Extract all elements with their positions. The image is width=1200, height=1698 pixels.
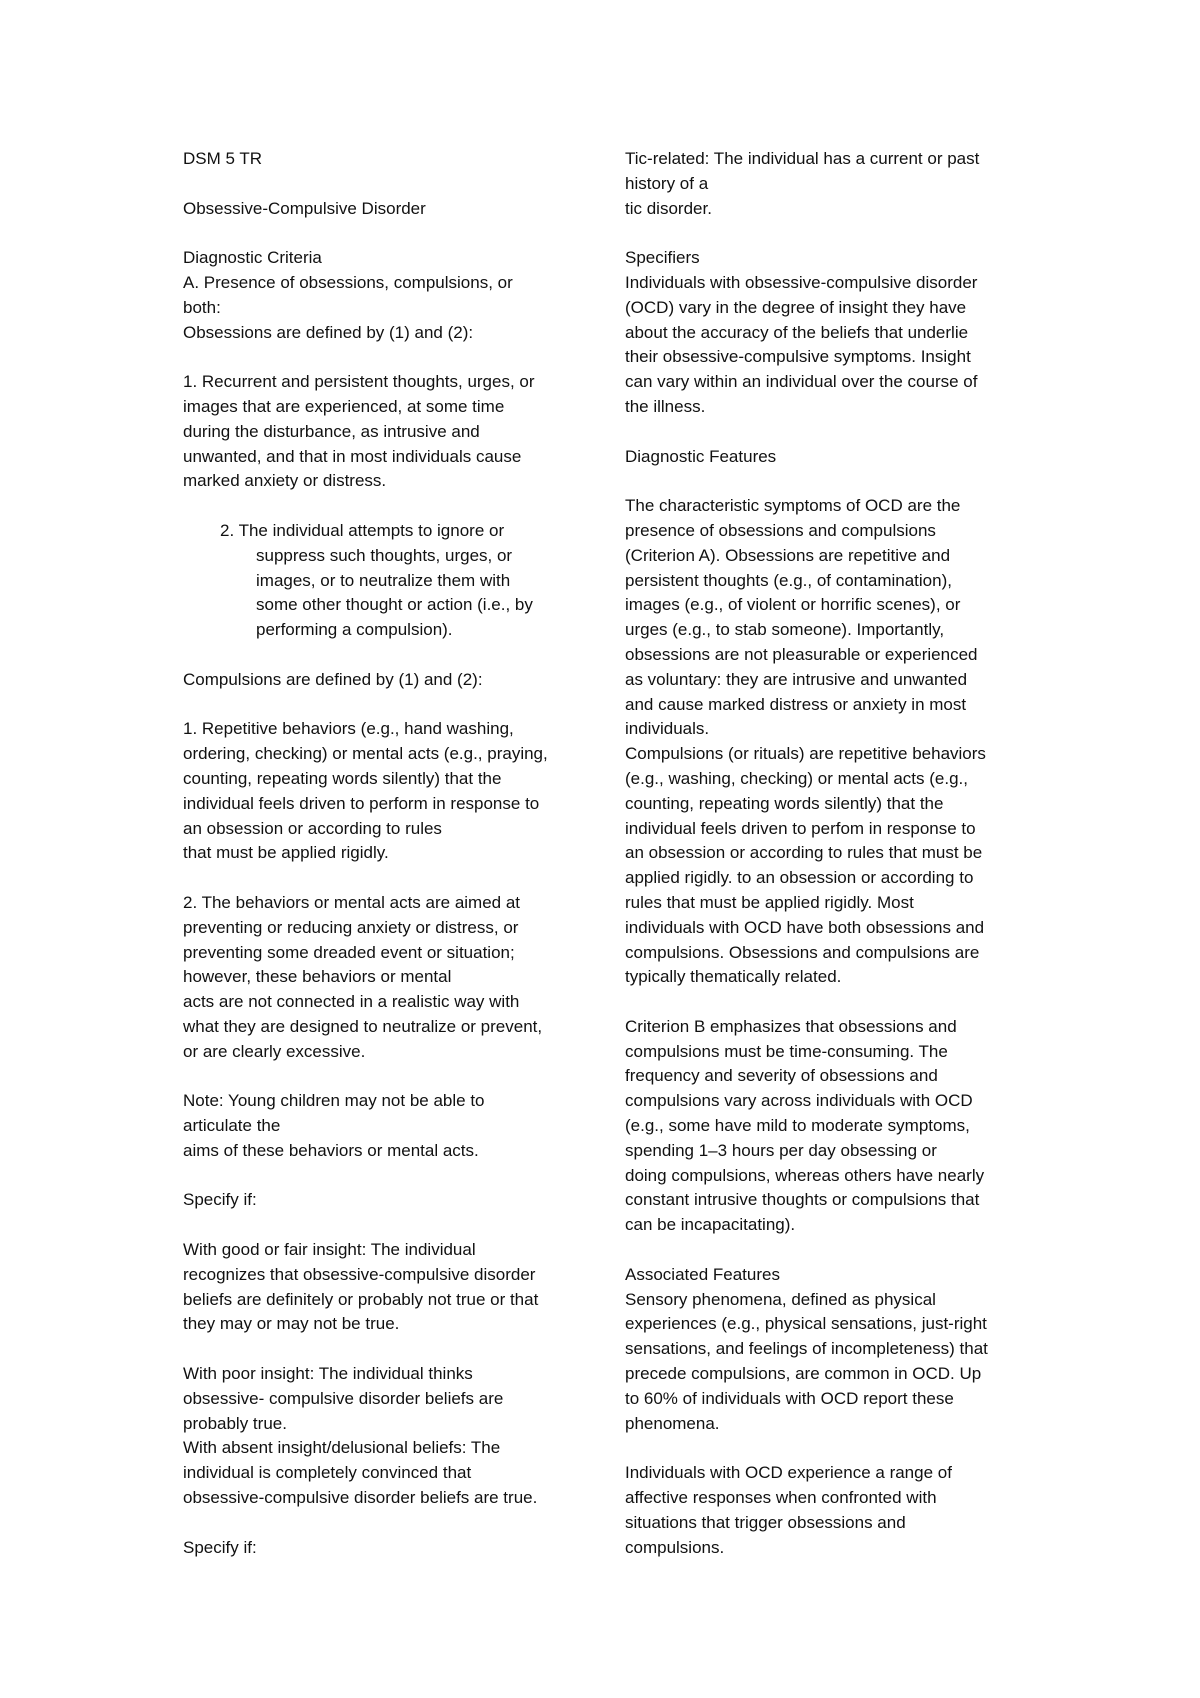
text-line: DSM 5 TR (183, 149, 263, 168)
text-line: counting, repeating words silently) that the (625, 793, 944, 813)
text-line: tic disorder. (625, 198, 712, 218)
text-line: individual feels driven to perform in response to (183, 793, 540, 813)
text-line: unwanted, and that in most individuals cause (183, 446, 522, 466)
blank-line (625, 1238, 1035, 1263)
text-line: Specifiers (625, 248, 700, 268)
text-line: images, or to neutralize them with (256, 570, 511, 590)
text-line: compulsions. (625, 1537, 725, 1557)
text-line: phenomena. (625, 1413, 720, 1433)
text-line: preventing or reducing anxiety or distress, or (183, 917, 519, 937)
text-line: individuals. (625, 719, 710, 739)
text-line: The characteristic symptoms of OCD are the (625, 496, 961, 516)
blank-line (183, 1064, 601, 1089)
text-line: history of a (625, 173, 709, 193)
text-line: compulsions must be time-consuming. The (625, 1041, 948, 1061)
blank-line (183, 1511, 601, 1536)
text-line: aims of these behaviors or mental acts. (183, 1140, 479, 1160)
text-line: suppress such thoughts, urges, or (256, 545, 513, 565)
text-line: counting, repeating words silently) that the (183, 768, 502, 788)
text-line: doing compulsions, whereas others have nearly (625, 1165, 985, 1185)
text-line: rules that must be applied rigidly. Most (625, 892, 914, 912)
text-line: that must be applied rigidly. (183, 843, 389, 863)
text-line: With absent insight/delusional beliefs: The (183, 1438, 501, 1458)
text-line: situations that trigger obsessions and (625, 1512, 906, 1532)
text-line: Obsessive-Compulsive Disorder (183, 198, 426, 218)
text-line: With poor insight: The individual thinks (183, 1364, 473, 1384)
text-line: sensations, and feelings of incompleteness) that (625, 1339, 988, 1359)
blank-line (183, 1164, 601, 1189)
text-line: frequency and severity of obsessions and (625, 1066, 938, 1086)
text-line: acts are not connected in a realistic way with (183, 992, 520, 1012)
text-line: both: (183, 297, 221, 317)
left-column (183, 147, 601, 1560)
text-line: their obsessive-compulsive symptoms. Insight (625, 347, 971, 367)
blank-line (625, 420, 1035, 445)
text-line: some other thought or action (i.e., by (256, 595, 533, 615)
text-line: urges (e.g., to stab someone). Importantly, (625, 620, 945, 640)
blank-line (625, 1436, 1035, 1461)
text-line: Individuals with OCD experience a range of (625, 1463, 952, 1483)
blank-line (183, 693, 601, 718)
text-line: (e.g., some have mild to moderate symptoms, (625, 1116, 970, 1136)
text-line: they may or may not be true. (183, 1314, 400, 1334)
text-line: A. Presence of obsessions, compulsions, or (183, 272, 513, 292)
text-line: Specify if: (183, 1537, 257, 1557)
blank-line (625, 469, 1035, 494)
text-line: the illness. (625, 396, 706, 416)
text-line: what they are designed to neutralize or prevent, (183, 1016, 543, 1036)
text-line: Tic-related: The individual has a current or past (625, 149, 980, 168)
text-line: Compulsions are defined by (1) and (2): (183, 669, 483, 689)
text-line: articulate the (183, 1116, 281, 1136)
text-line: affective responses when confronted with (625, 1488, 937, 1508)
text-line: Diagnostic Criteria (183, 248, 322, 268)
text-line: (e.g., washing, checking) or mental acts (e.g., (625, 768, 968, 788)
blank-line (183, 866, 601, 891)
text-line: and cause marked distress or anxiety in most (625, 694, 967, 714)
text-line: as voluntary: they are intrusive and unwanted (625, 669, 968, 689)
text-line: Criterion B emphasizes that obsessions and (625, 1016, 957, 1036)
text-line: (Criterion A). Obsessions are repetitive and (625, 545, 951, 565)
text-line: compulsions. Obsessions and compulsions are (625, 942, 980, 962)
text-line: Sensory phenomena, defined as physical (625, 1289, 936, 1309)
text-line: 2. The individual attempts to ignore or (220, 520, 505, 540)
text-line: or are clearly excessive. (183, 1041, 366, 1061)
text-line: obsessive-compulsive disorder beliefs are true. (183, 1488, 538, 1508)
blank-line (183, 345, 601, 370)
blank-line (183, 1337, 601, 1362)
text-line: marked anxiety or distress. (183, 471, 387, 491)
text-line: 1. Repetitive behaviors (e.g., hand washing, (183, 719, 514, 739)
blank-line (625, 990, 1035, 1015)
text-line: performing a compulsion). (256, 620, 453, 640)
text-line: ordering, checking) or mental acts (e.g., praying, (183, 744, 548, 764)
text-line: Individuals with obsessive-compulsive disorder (625, 272, 978, 292)
text-line: can vary within an individual over the course of (625, 372, 978, 392)
text-line: 1. Recurrent and persistent thoughts, urges, or (183, 372, 535, 392)
text-line: to 60% of individuals with OCD report these (625, 1388, 954, 1408)
text-line: probably true. (183, 1413, 287, 1433)
text-line: recognizes that obsessive-compulsive disorder (183, 1264, 536, 1284)
text-line: compulsions vary across individuals with OCD (625, 1091, 973, 1111)
text-line: during the disturbance, as intrusive and (183, 421, 480, 441)
text-line: Obsessions are defined by (1) and (2): (183, 322, 474, 342)
text-line: an obsession or according to rules (183, 818, 442, 838)
blank-line (183, 172, 601, 197)
text-line: presence of obsessions and compulsions (625, 520, 936, 540)
text-line: preventing some dreaded event or situation; (183, 942, 515, 962)
blank-line (183, 221, 601, 246)
text-line: Diagnostic Features (625, 446, 777, 466)
text-line: spending 1–3 hours per day obsessing or (625, 1140, 937, 1160)
text-line: individual is completely convinced that (183, 1463, 472, 1483)
text-line: Associated Features (625, 1264, 780, 1284)
blank-line (183, 1213, 601, 1238)
text-line: experiences (e.g., physical sensations, just-right (625, 1314, 987, 1334)
text-line: an obsession or according to rules that must be (625, 843, 983, 863)
text-line: Specify if: (183, 1190, 257, 1210)
text-line: individual feels driven to perfom in response to (625, 818, 976, 838)
text-line: constant intrusive thoughts or compulsions that (625, 1190, 980, 1210)
text-line: individuals with OCD have both obsessions and (625, 917, 985, 937)
text-line: With good or fair insight: The individual (183, 1240, 476, 1260)
blank-line (183, 494, 601, 519)
text-line: Compulsions (or rituals) are repetitive behaviors (625, 744, 986, 764)
text-line: (OCD) vary in the degree of insight they have (625, 297, 967, 317)
text-line: precede compulsions, are common in OCD. Up (625, 1364, 982, 1384)
text-line: obsessions are not pleasurable or experienced (625, 644, 978, 664)
text-line: beliefs are definitely or probably not true or that (183, 1289, 539, 1309)
text-line: obsessive- compulsive disorder beliefs are (183, 1388, 504, 1408)
right-column (625, 147, 1035, 1560)
text-line: about the accuracy of the beliefs that underlie (625, 322, 969, 342)
text-line: 2. The behaviors or mental acts are aimed at (183, 892, 521, 912)
text-line: typically thematically related. (625, 967, 842, 987)
text-line: applied rigidly. to an obsession or according to (625, 868, 974, 888)
text-line: can be incapacitating). (625, 1215, 796, 1235)
text-line: however, these behaviors or mental (183, 967, 452, 987)
blank-line (183, 643, 601, 668)
text-line: images that are experienced, at some time (183, 396, 505, 416)
text-line: persistent thoughts (e.g., of contamination), (625, 570, 952, 590)
text-line: Note: Young children may not be able to (183, 1091, 485, 1111)
blank-line (625, 221, 1035, 246)
text-line: images (e.g., of violent or horrific scenes), or (625, 595, 961, 615)
